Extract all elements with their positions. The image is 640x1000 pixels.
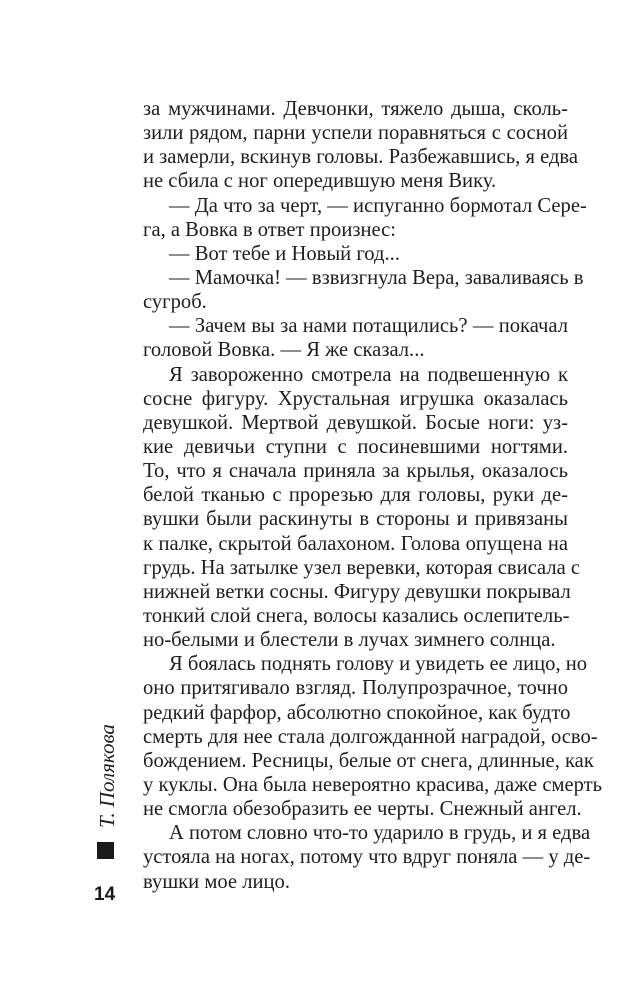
body-text [143,97,603,894]
text-line: сугроб. [143,291,207,314]
text-line: к палке, скрытой балахоном. Голова опущена на [143,532,568,555]
text-line: не сбила с ног опередившую меня Вику. [143,170,497,193]
text-line: сосне фигуру. Хрустальная игрушка оказалась [143,387,568,410]
text-line: за мужчинами. Девчонки, тяжело дыша, сколь- [143,98,568,120]
text-line: нижней ветки сосны. Фигуру девушки покрывал [143,580,571,603]
text-line: — Мамочка! — взвизгнула Вера, заваливаясь в [169,266,584,289]
text-line: но-белыми и блестели в лучах зимнего солнца. [143,629,556,652]
text-line: зили рядом, парни успели поравняться с сосной [143,122,568,145]
text-line: тонкий слой снега, волосы казались ослепитель- [143,604,570,627]
text-line: смерть для нее стала долгожданной наградой, осво- [143,725,598,748]
text-line: редкий фарфор, абсолютно спокойное, как будто [143,701,571,724]
text-line: устояла на ногах, потому что вдруг поняла — у де- [143,846,591,869]
text-line: вушки мое лицо. [143,870,290,893]
text-line: — Да что за черт, — испуганно бормотал Сере- [169,194,587,217]
text-line: — Вот тебе и Новый год... [169,242,400,265]
text-line: и замерли, вскинув головы. Разбежавшись, я едва [143,146,579,169]
running-head-author: Т. Полякова [95,724,119,828]
text-line: кие девичьи ступни с посиневшими ногтями. [143,435,568,458]
text-line: грудь. На затылке узел веревки, которая свисала с [143,556,581,579]
text-line: не смогла обезобразить ее черты. Снежный ангел. [143,798,582,821]
text-line: вушки были раскинуты в стороны и привязаны [143,508,568,531]
text-line: Я боялась поднять голову и увидеть ее лицо, но [169,653,588,676]
text-line: га, а Вовка в ответ произнес: [143,218,397,241]
text-line: То, что я сначала приняла за крылья, оказалось [143,460,568,483]
text-line: Я завороженно смотрела на подвешенную к [169,363,568,386]
text-line: — Зачем вы за нами потащились? — покачал [169,315,568,338]
page-number: 14 [94,884,116,905]
text-line: головой Вовка. — Я же сказал... [143,339,425,362]
text-line: бождением. Ресницы, белые от снега, длинные, как [143,749,594,772]
text-line: оно притягивало взгляд. Полупрозрачное, точно [143,677,568,700]
text-line: у куклы. Она была невероятно красива, даже смерть [143,773,603,796]
text-line: белой тканью с прорезью для головы, руки де- [143,484,568,507]
text-line: А потом словно что-то ударило в грудь, и я едва [169,822,591,845]
square-marker-icon [97,842,114,859]
text-line: девушкой. Мертвой девушкой. Босые ноги: уз- [143,411,568,434]
